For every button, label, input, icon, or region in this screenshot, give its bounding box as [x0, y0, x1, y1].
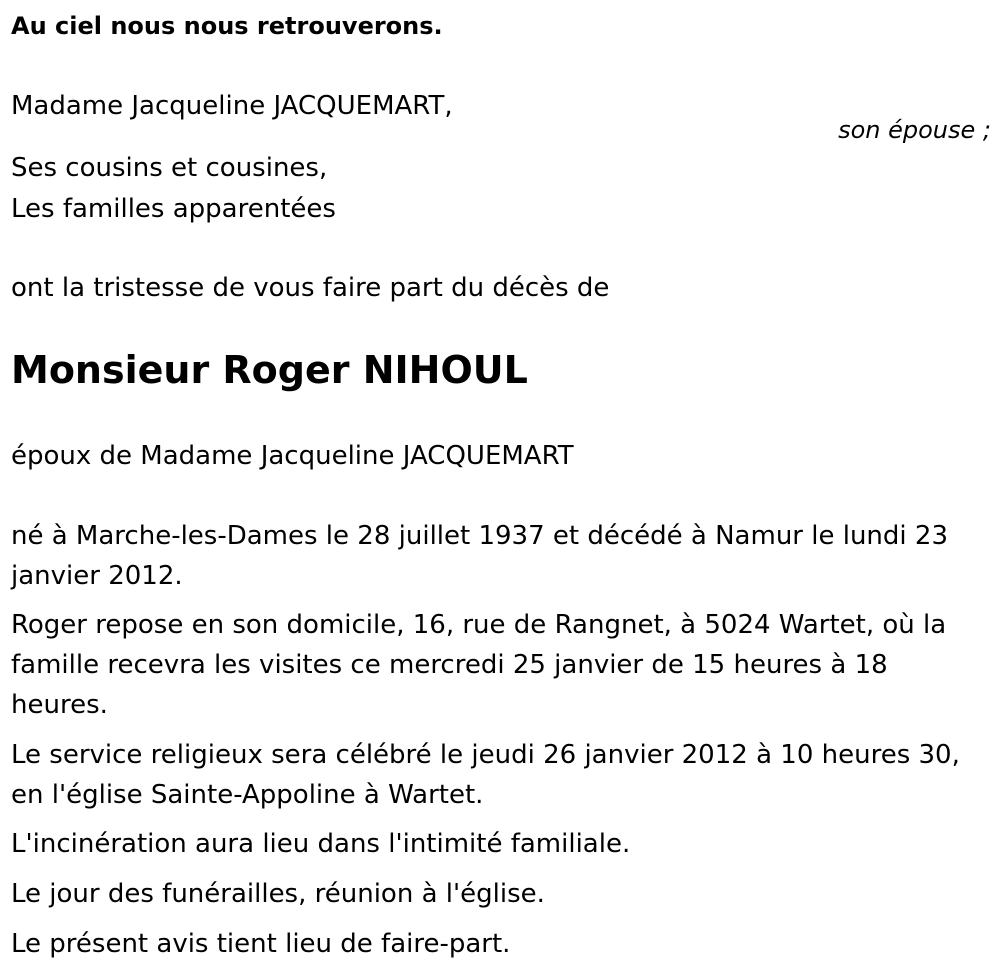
spouse-relation: son épouse ;	[838, 116, 991, 144]
families-line: Les familles apparentées	[11, 194, 336, 224]
cremation-paragraph: L'incinération aura lieu dans l'intimité familiale.	[11, 829, 631, 859]
spouse-of-line: époux de Madame Jacqueline JACQUEMART	[11, 441, 574, 471]
birth-death-paragraph: né à Marche-les-Dames le 28 juillet 1937 et décédé à Namur le lundi 23 janvier 2012.	[11, 521, 948, 591]
service-paragraph: Le service religieux sera célébré le jeudi 26 janvier 2012 à 10 heures 30, en l'église Sainte-Appoline à Wartet.	[11, 740, 960, 810]
motto: Au ciel nous nous retrouverons.	[11, 12, 443, 40]
announcement-line: ont la tristesse de vous faire part du décès de	[11, 273, 610, 303]
deceased-name: Monsieur Roger NIHOUL	[11, 348, 528, 392]
cousins-line: Ses cousins et cousines,	[11, 153, 328, 183]
notice-paragraph: Le présent avis tient lieu de faire-part.	[11, 929, 511, 959]
repose-paragraph: Roger repose en son domicile, 16, rue de Rangnet, à 5024 Wartet, où la famille recevra les visites ce mercredi 25 janvier de 15 heures à 18 heures.	[11, 610, 947, 720]
funeral-day-paragraph: Le jour des funérailles, réunion à l'église.	[11, 879, 545, 909]
spouse-name: Madame Jacqueline JACQUEMART,	[11, 91, 453, 121]
